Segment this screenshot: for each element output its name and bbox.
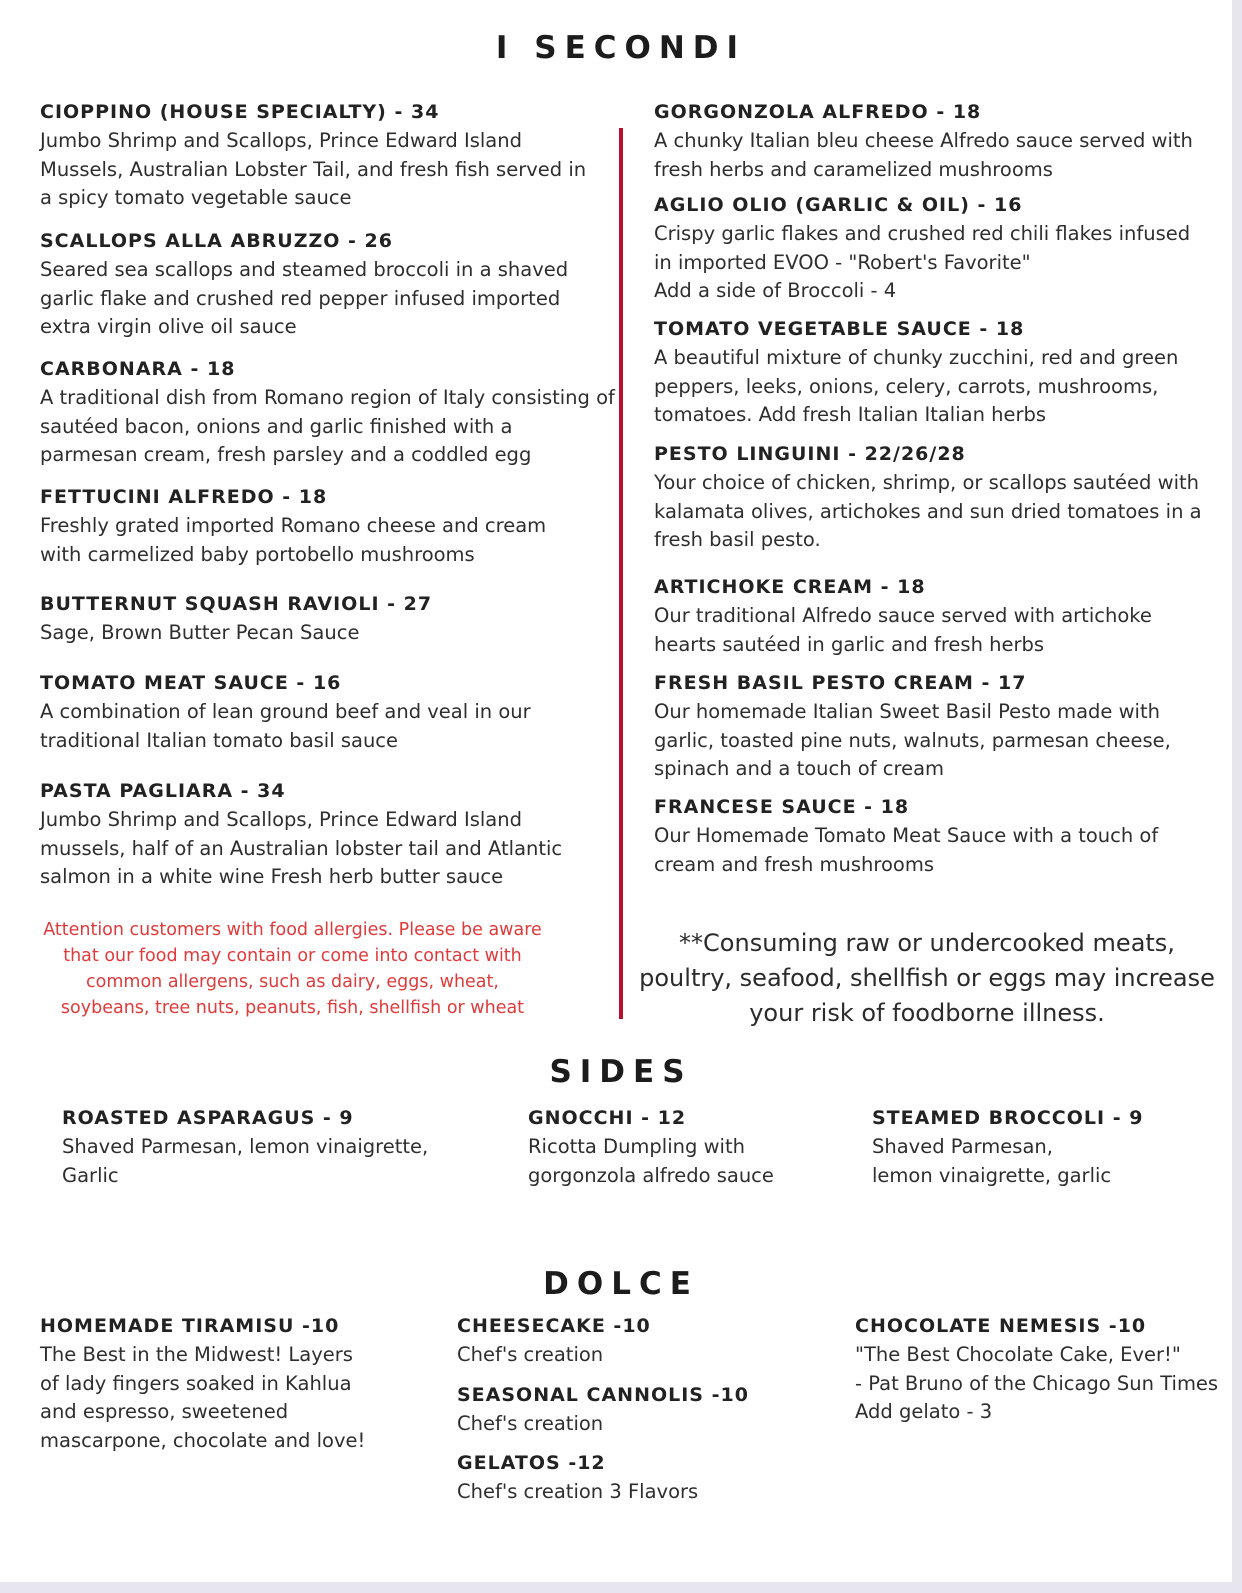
- dolce-item-gelatos: [457, 1450, 787, 1507]
- item-title: GORGONZOLA ALFREDO - 18: [654, 101, 982, 123]
- menu-item-artichoke-cream: [654, 574, 1214, 659]
- menu-item-basil-pesto-cream: [654, 670, 1214, 784]
- item-title: CARBONARA - 18: [40, 358, 236, 380]
- item-desc: Chef's creation 3 Flavors: [457, 1480, 699, 1503]
- item-desc-line: "The Best Chocolate Cake, Ever!": [855, 1343, 1181, 1366]
- side-item-asparagus: [62, 1105, 482, 1190]
- item-desc: A chunky Italian bleu cheese Alfredo sauce served with fresh herbs and caramelized mushrooms: [654, 129, 1193, 181]
- item-title: GNOCCHI - 12: [528, 1107, 687, 1129]
- item-title: ROASTED ASPARAGUS - 9: [62, 1107, 354, 1129]
- dolce-item-cannolis: [457, 1382, 787, 1439]
- item-title: SCALLOPS ALLA ABRUZZO - 26: [40, 230, 393, 252]
- item-title: CHOCOLATE NEMESIS -10: [855, 1315, 1147, 1337]
- item-desc: Shaved Parmesan, lemon vinaigrette, Garlic: [62, 1135, 429, 1187]
- menu-item-fettucini-alfredo: [40, 484, 585, 569]
- item-desc: Seared sea scallops and steamed broccoli in a shaved garlic flake and crushed red pepper infused imported extra virgin olive oil sauce: [40, 258, 569, 338]
- allergy-notice: Attention customers with food allergies. Please be aware that our food may contain or come into contact with common allergens, such as dairy, eggs, wheat, soybeans, tree nuts, peanuts, fish, shellfish or wheat: [43, 920, 542, 1018]
- menu-item-pasta-pagliara: [40, 778, 585, 892]
- item-desc-line: - Pat Bruno of the Chicago Sun Times: [855, 1371, 1219, 1395]
- dolce-item-tiramisu: [40, 1313, 370, 1455]
- secondi-heading: I SECONDI: [495, 30, 747, 66]
- menu-item-pesto-linguini: [654, 441, 1224, 555]
- consumer-warning: **Consuming raw or undercooked meats, poultry, seafood, shellfish or eggs may increase your risk of foodborne illness.: [639, 929, 1215, 1027]
- item-title: CIOPPINO (HOUSE SPECIALTY) - 34: [40, 101, 440, 123]
- item-desc: Our traditional Alfredo sauce served with artichoke hearts sautéed in garlic and fresh herbs: [654, 604, 1152, 656]
- menu-item-butternut-ravioli: [40, 591, 600, 648]
- item-desc: Freshly grated imported Romano cheese and cream with carmelized baby portobello mushrooms: [40, 514, 547, 566]
- item-desc: Chef's creation: [457, 1412, 604, 1435]
- item-desc: Jumbo Shrimp and Scallops, Prince Edward Island mussels, half of an Australian lobster tail and Atlantic salmon in a white wine Fresh herb butter sauce: [40, 808, 563, 888]
- side-item-broccoli: [872, 1105, 1212, 1190]
- item-title: AGLIO OLIO (GARLIC & OIL) - 16: [654, 194, 1023, 216]
- side-item-gnocchi: [528, 1105, 828, 1190]
- item-desc-line: lemon vinaigrette, garlic: [872, 1163, 1112, 1187]
- item-desc: A traditional dish from Romano region of Italy consisting of sautéed bacon, onions and garlic finished with a parmesan cream, fresh parsley and a coddled egg: [40, 386, 615, 466]
- item-desc-line: Add gelato - 3: [855, 1400, 993, 1423]
- item-title: FRESH BASIL PESTO CREAM - 17: [654, 672, 1027, 694]
- item-desc: Sage, Brown Butter Pecan Sauce: [40, 621, 360, 644]
- item-title: TOMATO VEGETABLE SAUCE - 18: [654, 318, 1025, 340]
- item-title: PESTO LINGUINI - 22/26/28: [654, 443, 966, 465]
- item-title: FRANCESE SAUCE - 18: [654, 796, 910, 818]
- item-desc: Our Homemade Tomato Meat Sauce with a touch of cream and fresh mushrooms: [654, 824, 1159, 876]
- menu-item-gorgonzola-alfredo: [654, 99, 1214, 184]
- menu-item-francese-sauce: [654, 794, 1214, 879]
- item-desc: Our homemade Italian Sweet Basil Pesto made with garlic, toasted pine nuts, walnuts, parmesan cheese, spinach and a touch of cream: [654, 700, 1171, 780]
- menu-item-tomato-vegetable-sauce: [654, 316, 1214, 430]
- item-desc: Ricotta Dumpling with gorgonzola alfredo sauce: [528, 1135, 774, 1187]
- item-title: CHEESECAKE -10: [457, 1315, 651, 1337]
- item-desc: Chef's creation: [457, 1343, 604, 1366]
- item-desc: Crispy garlic flakes and crushed red chili flakes infused in imported EVOO - "Robert's Favorite": [654, 222, 1191, 274]
- item-title: ARTICHOKE CREAM - 18: [654, 576, 926, 598]
- dolce-item-chocolate-nemesis: [855, 1313, 1235, 1427]
- item-title: TOMATO MEAT SAUCE - 16: [40, 672, 342, 694]
- menu-item-scallops-abruzzo: [40, 228, 600, 342]
- item-title: FETTUCINI ALFREDO - 18: [40, 486, 328, 508]
- dolce-heading: DOLCE: [543, 1266, 699, 1302]
- menu-item-carbonara: [40, 356, 615, 470]
- item-title: GELATOS -12: [457, 1452, 606, 1474]
- menu-item-cioppino: [40, 99, 600, 213]
- item-desc: Jumbo Shrimp and Scallops, Prince Edward Island Mussels, Australian Lobster Tail, and fresh fish served in a spicy tomato vegetable sauce: [40, 129, 587, 209]
- item-title: STEAMED BROCCOLI - 9: [872, 1107, 1144, 1129]
- item-desc: The Best in the Midwest! Layers of lady fingers soaked in Kahlua and espresso, sweetened mascarpone, chocolate and love!: [40, 1343, 366, 1452]
- menu-item-aglio-olio: [654, 192, 1214, 306]
- item-desc: A beautiful mixture of chunky zucchini, red and green peppers, leeks, onions, celery, carrots, mushrooms, tomatoes. Add fresh Italian Italian herbs: [654, 346, 1179, 426]
- item-desc: Your choice of chicken, shrimp, or scallops sautéed with kalamata olives, artichokes and sun dried tomatoes in a fresh basil pesto.: [654, 471, 1202, 551]
- item-title: HOMEMADE TIRAMISU -10: [40, 1315, 340, 1337]
- dolce-item-cheesecake: [457, 1313, 787, 1370]
- item-title: SEASONAL CANNOLIS -10: [457, 1384, 749, 1406]
- menu-item-tomato-meat-sauce: [40, 670, 585, 755]
- item-title: BUTTERNUT SQUASH RAVIOLI - 27: [40, 593, 433, 615]
- item-addon: Add a side of Broccoli - 4: [654, 279, 897, 302]
- column-divider: [619, 128, 623, 1019]
- item-desc: A combination of lean ground beef and veal in our traditional Italian tomato basil sauce: [40, 700, 531, 752]
- item-title: PASTA PAGLIARA - 34: [40, 780, 286, 802]
- sides-heading: SIDES: [549, 1054, 693, 1090]
- item-desc-line: Shaved Parmesan,: [872, 1135, 1053, 1158]
